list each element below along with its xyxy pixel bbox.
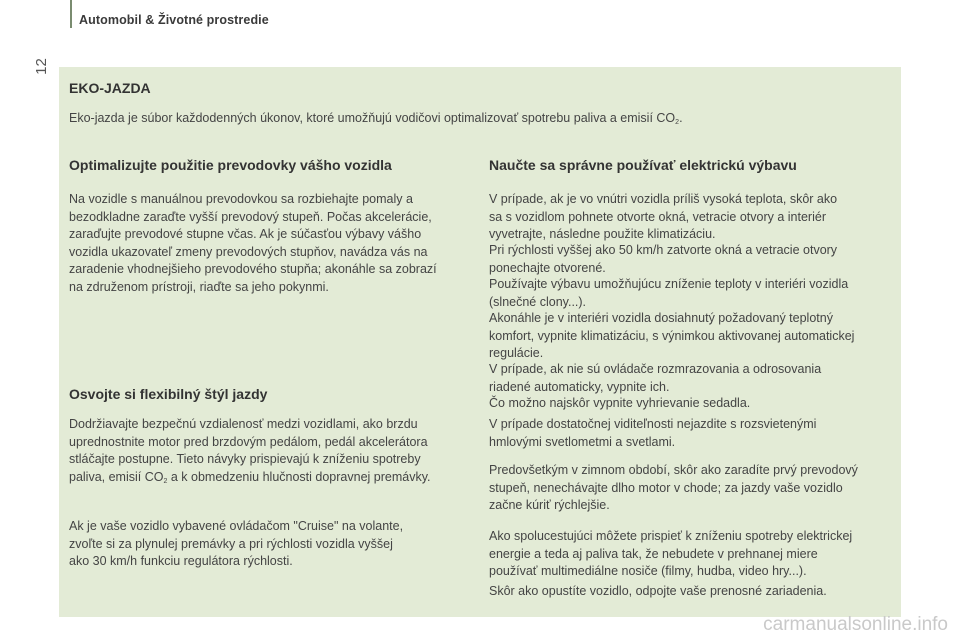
text-line: regulácie. bbox=[489, 346, 544, 360]
electrical-paragraph-10 bbox=[489, 583, 827, 601]
intro-subscript: 2 bbox=[675, 119, 680, 126]
co2-subscript: 2 bbox=[163, 477, 168, 485]
electrical-heading: Naučte sa správne používať elektrickú výbavu bbox=[489, 157, 797, 173]
intro-period: . bbox=[679, 111, 683, 125]
text-line: Akonáhle je v interiéri vozidla dosiahnutý požadovaný teplotný bbox=[489, 311, 833, 325]
electrical-paragraph-8 bbox=[489, 462, 858, 515]
text-line: stláčajte postupne. Tieto návyky prispievajú k zníženiu spotreby bbox=[69, 452, 421, 466]
text-line: ako 30 km/h funkciu regulátora rýchlosti. bbox=[69, 554, 293, 568]
gearbox-paragraph bbox=[69, 191, 437, 296]
text-line: začne kúriť rýchlejšie. bbox=[489, 498, 610, 512]
text-line: (slnečné clony...). bbox=[489, 294, 587, 309]
driving-style-heading: Osvojte si flexibilný štýl jazdy bbox=[69, 386, 268, 402]
electrical-paragraph-5 bbox=[489, 361, 821, 396]
text-line: sa s vozidlom pohnete otvorte okná, vetracie otvory a interiér bbox=[489, 209, 826, 224]
text-line: vyvetrajte, následne použite klimatizáciu. bbox=[489, 227, 716, 241]
header-accent-bar bbox=[70, 0, 72, 28]
line-part: paliva, emisií CO bbox=[69, 469, 164, 484]
electrical-paragraph-7 bbox=[489, 416, 816, 451]
text-line: komfort, vypnite klimatizáciu, s výnimkou aktivovanej automatickej bbox=[489, 328, 855, 343]
text-line: používať multimediálne nosiče (filmy, hudba, video hry...). bbox=[489, 564, 807, 578]
text-line: Ak je vaše vozidlo vybavené ovládačom "Cruise" na volante, bbox=[69, 519, 404, 533]
page-number: 12 bbox=[32, 58, 50, 75]
text-line: hmlovými svetlometmi a svetlami. bbox=[489, 434, 676, 449]
driving-style-paragraph bbox=[69, 416, 431, 490]
text-line: zvoľte si za plynulej premávky a pri rýchlosti vozidla vyššej bbox=[69, 536, 393, 551]
text-line: Na vozidle s manuálnou prevodovkou sa rozbiehajte pomaly a bbox=[69, 192, 413, 206]
electrical-paragraph-6 bbox=[489, 395, 750, 413]
text-line: Čo možno najskôr vypnite vyhrievanie sedadla. bbox=[489, 396, 751, 410]
text-line: Pri rýchlosti vyššej ako 50 km/h zatvorte okná a vetracie otvory bbox=[489, 243, 838, 257]
text-line bbox=[69, 469, 431, 491]
text-line: Ako spolucestujúci môžete prispieť k zníženiu spotreby elektrickej bbox=[489, 529, 853, 543]
gearbox-heading: Optimalizujte použitie prevodovky vášho vozidla bbox=[69, 157, 392, 173]
text-line: Skôr ako opustíte vozidlo, odpojte vaše prenosné zariadenia. bbox=[489, 584, 827, 598]
section-intro bbox=[69, 111, 683, 126]
line-part: a k obmedzeniu hlučnosti dopravnej premávky. bbox=[167, 469, 431, 484]
electrical-paragraph-9 bbox=[489, 528, 852, 581]
text-line: uprednostnite motor pred brzdovým pedálom, pedál akcelerátora bbox=[69, 434, 428, 449]
watermark: carmanualsonline.info bbox=[763, 614, 948, 635]
text-line: stupeň, nenechávajte dlho motor v chode; za jazdy vaše vozidlo bbox=[489, 480, 843, 495]
section-title: EKO-JAZDA bbox=[69, 80, 151, 96]
text-line: na združenom prístroji, riaďte sa jeho pokynmi. bbox=[69, 279, 329, 294]
text-line: bezodkladne zaraďte vyšší prevodový stupeň. Počas akcelerácie, bbox=[69, 209, 432, 224]
text-line: V prípade, ak nie sú ovládače rozmrazovania a odrosovania bbox=[489, 362, 822, 376]
text-line: V prípade dostatočnej viditeľnosti nejazdite s rozsvietenými bbox=[489, 417, 817, 431]
text-line: Predovšetkým v zimnom období, skôr ako zaradíte prvý prevodový bbox=[489, 463, 858, 477]
intro-text: Eko-jazda je súbor každodenných úkonov, ktoré umožňujú vodičovi optimalizovať spotrebu paliva a emisií CO bbox=[69, 111, 676, 125]
text-line: V prípade, ak je vo vnútri vozidla príliš vysoká teplota, skôr ako bbox=[489, 192, 838, 206]
chapter-title: Automobil & Životné prostredie bbox=[79, 13, 269, 27]
text-line: Dodržiavajte bezpečnú vzdialenosť medzi vozidlami, ako brzdu bbox=[69, 417, 418, 431]
text-line: ponechajte otvorené. bbox=[489, 260, 606, 275]
electrical-paragraph-4 bbox=[489, 310, 854, 363]
electrical-paragraph-2 bbox=[489, 242, 837, 277]
electrical-paragraph-1 bbox=[489, 191, 837, 244]
text-line: zaradenie vhodnejšieho prevodového stupňa; akonáhle sa zobrazí bbox=[69, 262, 437, 276]
text-line: vozidla ukazovateľ zmeny prevodových stupňov, navádza vás na bbox=[69, 244, 428, 259]
text-line: Používajte výbavu umožňujúcu zníženie teploty v interiéri vozidla bbox=[489, 277, 849, 291]
text-line: energie a teda aj paliva tak, že nebudete v prehnanej miere bbox=[489, 546, 818, 561]
electrical-paragraph-3 bbox=[489, 276, 848, 311]
cruise-paragraph bbox=[69, 518, 403, 571]
text-line: riadené automaticky, vypnite ich. bbox=[489, 379, 670, 394]
text-line: zaraďujte prevodové stupne včas. Ak je súčasťou výbavy vášho bbox=[69, 227, 422, 241]
